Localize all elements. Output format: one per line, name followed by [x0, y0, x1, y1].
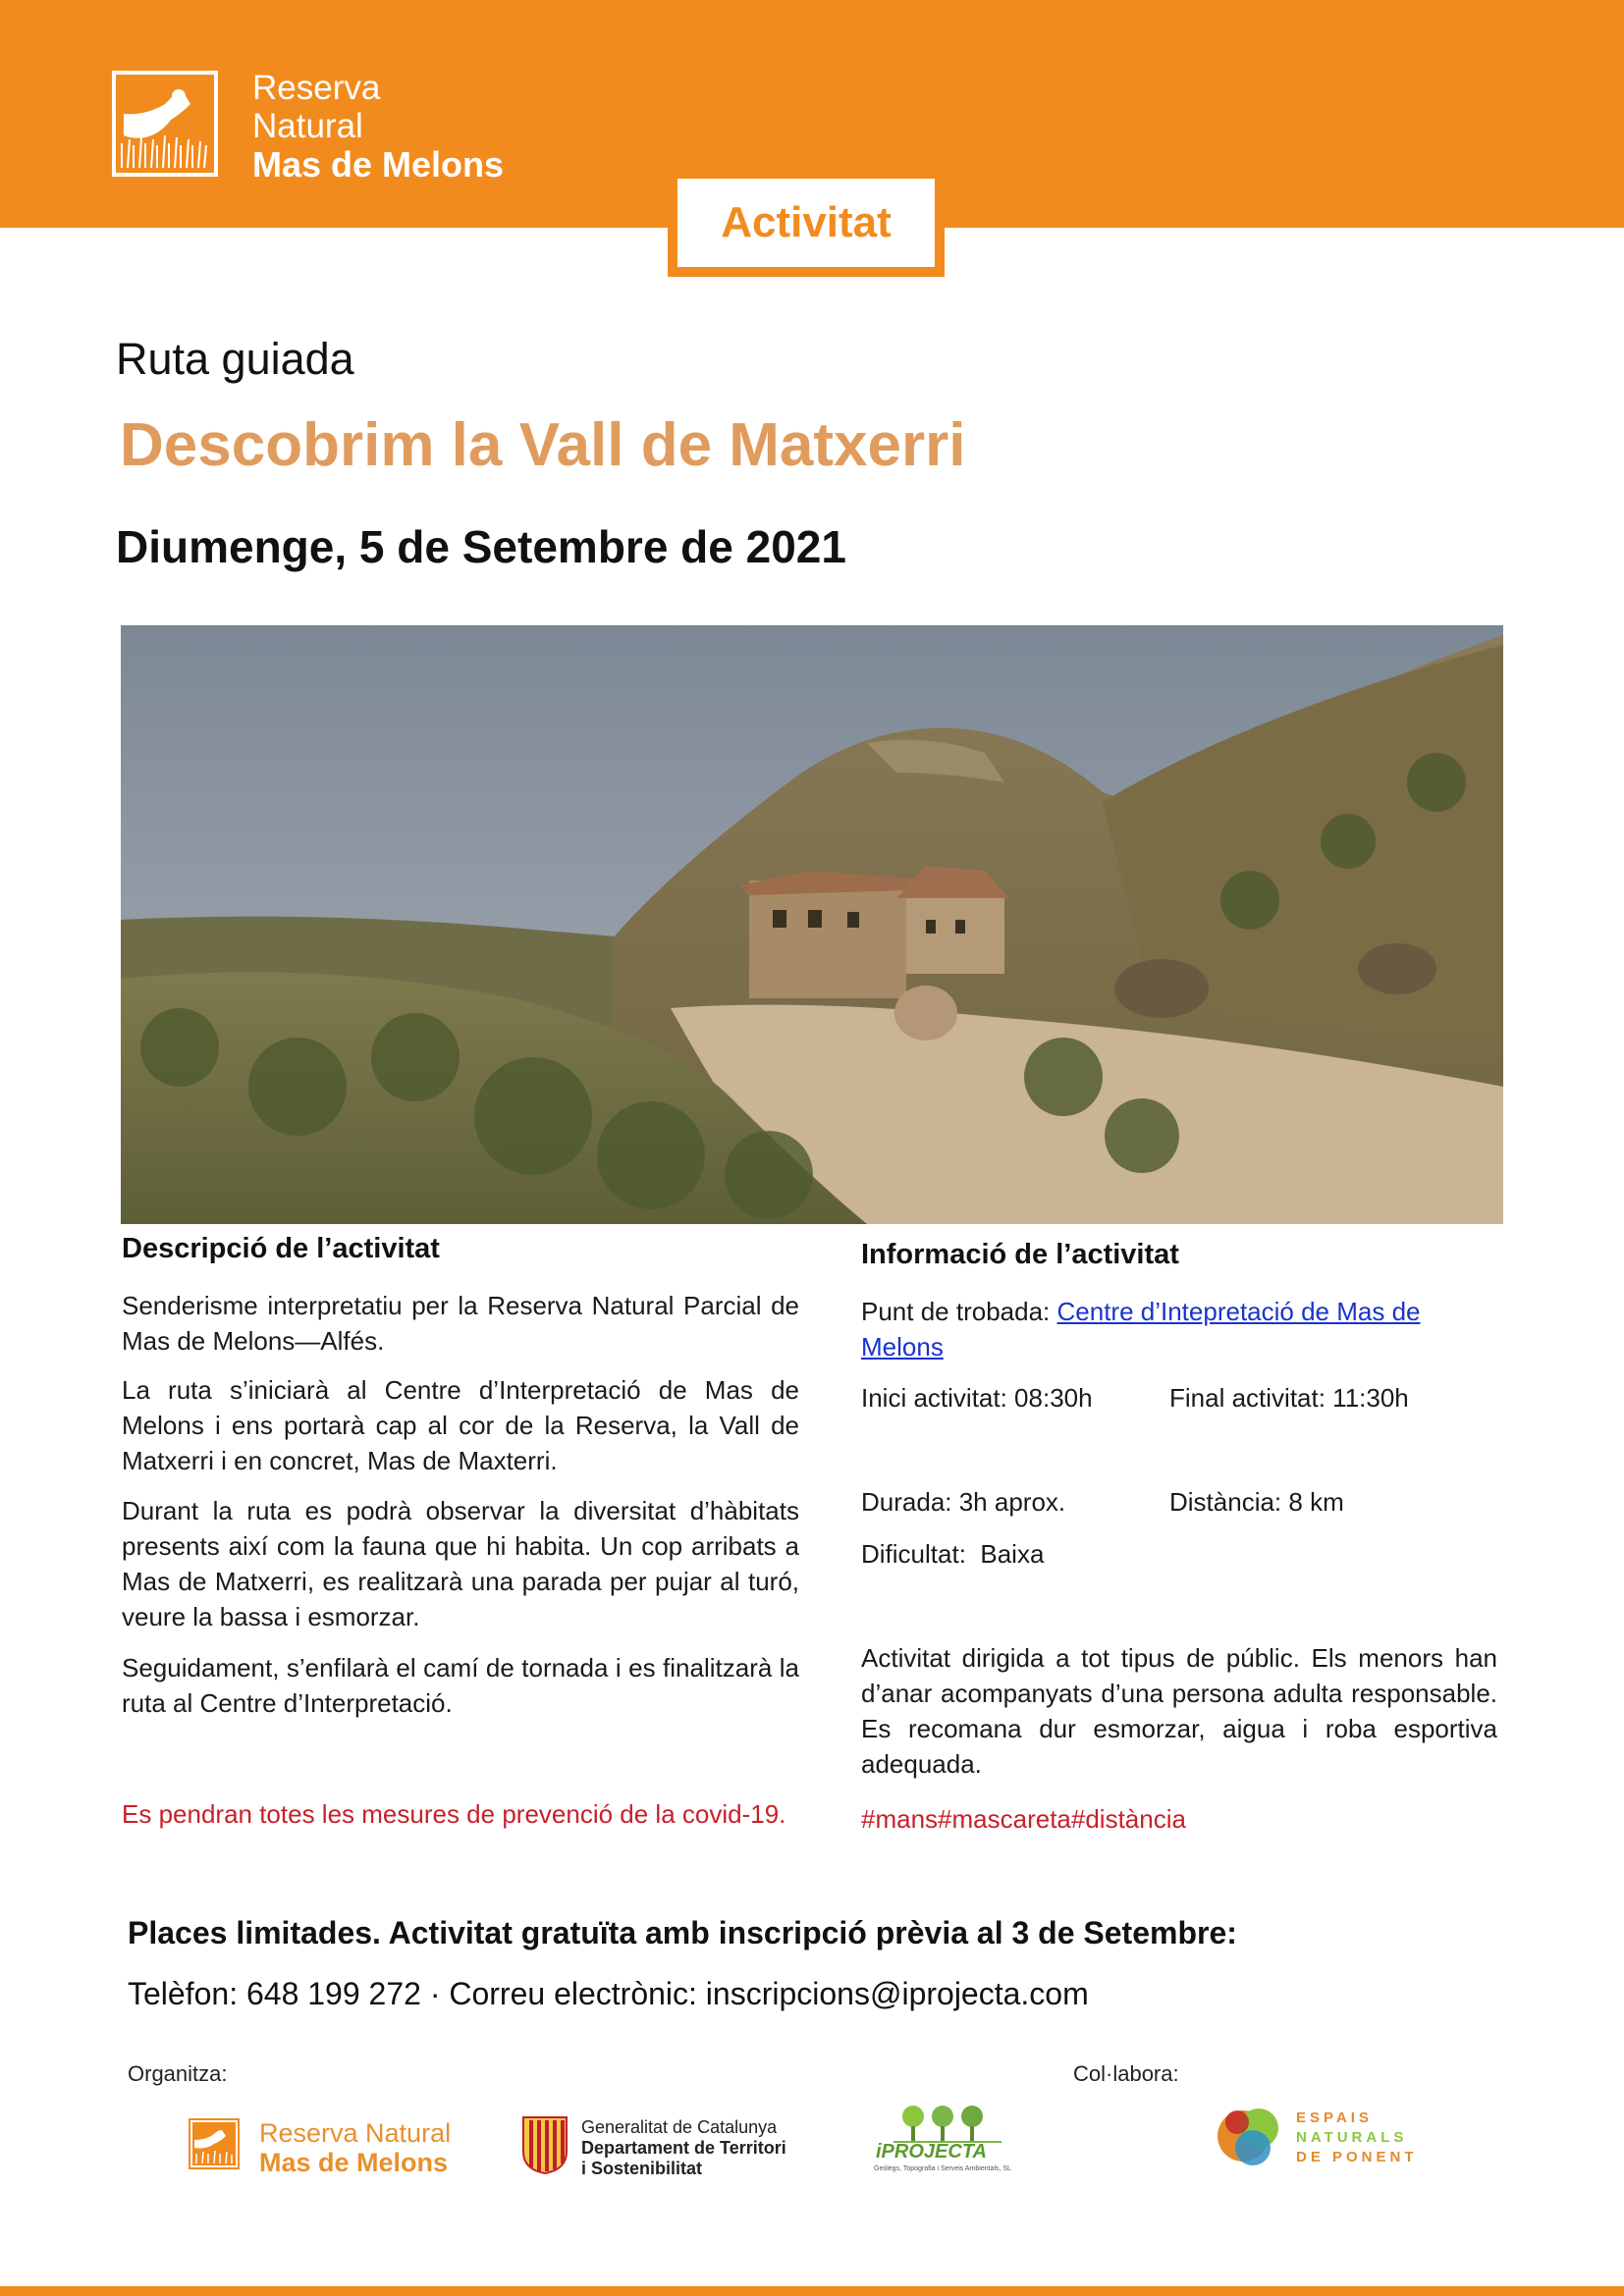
- logo-line: ESPAIS: [1296, 2109, 1373, 2126]
- logo-line: Generalitat de Catalunya: [581, 2117, 778, 2137]
- duration: Durada: 3h aprox.: [861, 1487, 1066, 1517]
- description-paragraph: La ruta s’iniciarà al Centre d’Interpretació de Mas de Melons i ens portarà cap al cor de la Reserva, la Vall de Matxerri i en concret, Mas de Maxterri.: [122, 1375, 799, 1475]
- audience-text: Activitat dirigida a tot tipus de públic. Els menors han d’anar acompanyats d’una persona adulta responsable. Es recomana dur esmorzar, aigua i roba esportiva adequada.: [861, 1643, 1497, 1779]
- generalitat-logo-text: [581, 2117, 786, 2179]
- logo-line: DE PONENT: [1296, 2149, 1418, 2165]
- activitat-tab-label: Activitat: [721, 198, 892, 246]
- distance: Distància: 8 km: [1169, 1487, 1344, 1517]
- event-title: Descobrim la Vall de Matxerri: [120, 411, 966, 479]
- meeting-label: Punt de trobada:: [861, 1297, 1051, 1326]
- iprojecta-logo-text: iPROJECTA: [876, 2141, 987, 2163]
- espais-naturals-logo-icon: [1212, 2099, 1290, 2177]
- description-paragraph: Seguidament, s’enfilarà el camí de tornada i es finalitzarà la ruta al Centre d’Interpretació.: [122, 1653, 799, 1718]
- meeting-point: [861, 1294, 1497, 1364]
- logo-line: Reserva Natural: [259, 2118, 452, 2148]
- footer-bar: [0, 2286, 1624, 2296]
- reserva-small-logo-text: [259, 2118, 451, 2177]
- event-subtitle: Ruta guiada: [116, 334, 354, 384]
- logo-line: Mas de Melons: [259, 2148, 449, 2177]
- end-time: Final activitat: 11:30h: [1169, 1383, 1409, 1413]
- espais-naturals-logo-text: [1296, 2109, 1418, 2167]
- difficulty: Dificultat: Baixa: [861, 1539, 1045, 1569]
- description-paragraph: Senderisme interpretatiu per la Reserva Natural Parcial de Mas de Melons—Alfés.: [122, 1291, 799, 1356]
- activitat-tab: [668, 179, 945, 277]
- event-date: Diumenge, 5 de Setembre de 2021: [116, 521, 846, 572]
- registration-places: Places limitades. Activitat gratuïta amb inscripció prèvia al 3 de Setembre:: [128, 1915, 1237, 1950]
- start-time: Inici activitat: 08:30h: [861, 1383, 1093, 1413]
- logo-line: i Sostenibilitat: [581, 2159, 703, 2178]
- organitza-label: Organitza:: [128, 2061, 228, 2086]
- logo-line: Mas de Melons: [252, 144, 505, 185]
- logo-line: NATURALS: [1296, 2129, 1408, 2146]
- description-paragraph: Durant la ruta es podrà observar la diversitat d’hàbitats presents així com la fauna que hi habita. Un cop arribats a Mas de Matxerri, es realitzarà una parada per pujar al turó, veure la bassa i esmorzar.: [122, 1496, 799, 1631]
- covid-note: Es pendran totes les mesures de prevenció de la covid-19.: [122, 1799, 786, 1829]
- info-heading: Informació de l’activitat: [861, 1239, 1179, 1270]
- registration-contact: Telèfon: 648 199 272 · Correu electrònic: inscripcions@iprojecta.com: [128, 1976, 1089, 2011]
- reserva-logo-icon: [112, 71, 218, 177]
- reserva-logo-text: [252, 69, 504, 184]
- meeting-point-link[interactable]: Centre d’Intepretació de Mas de Melons: [861, 1297, 1421, 1362]
- logo-line: Reserva: [252, 69, 381, 107]
- hashtags: #mans#mascareta#distància: [861, 1804, 1186, 1834]
- collabora-label: Col·labora:: [1073, 2061, 1179, 2086]
- description-heading: Descripció de l’activitat: [122, 1233, 440, 1264]
- logo-line: Natural: [252, 107, 363, 145]
- landscape-photo: [121, 625, 1503, 1224]
- reserva-small-logo-icon: [189, 2118, 240, 2169]
- generalitat-shield-icon: [520, 2114, 569, 2175]
- logo-line: Departament de Territori: [581, 2138, 786, 2158]
- iprojecta-logo-subtext: Geòlegs, Topografia i Serveis Ambientals, SL: [874, 2165, 1011, 2172]
